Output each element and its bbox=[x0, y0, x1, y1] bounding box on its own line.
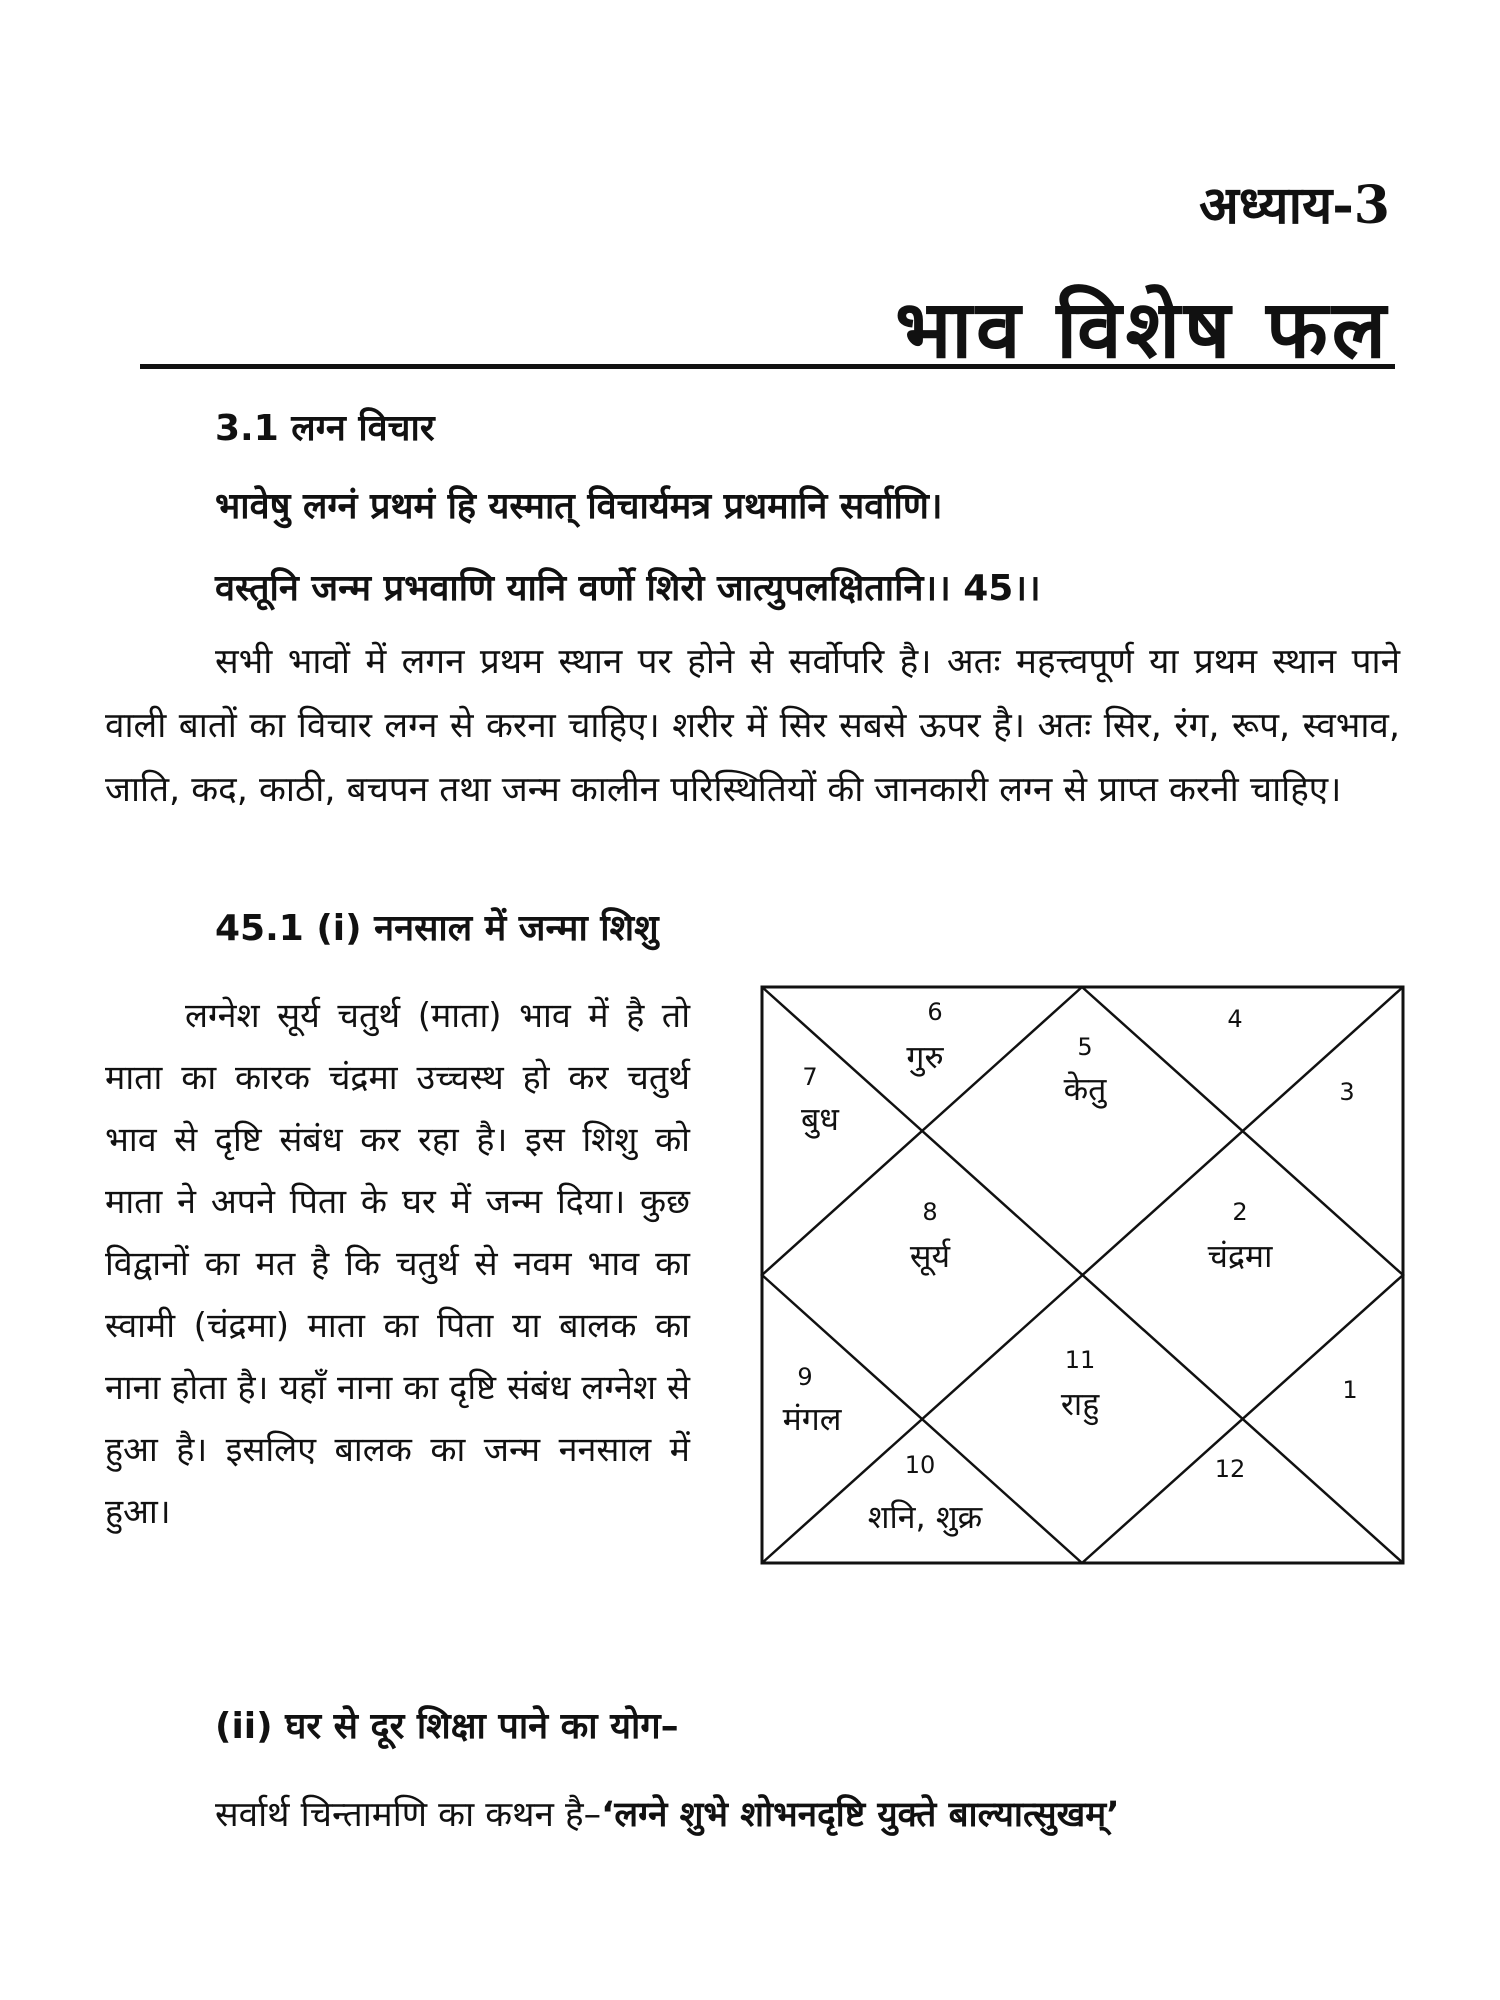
shloka-line-1: भावेषु लग्नं प्रथमं हि यस्मात् विचार्यमत्र प्रथमानि सर्वाणि। bbox=[215, 486, 943, 527]
house-planets: शनि, शुक्र bbox=[867, 1498, 983, 1536]
house-number: 5 bbox=[1077, 1033, 1093, 1061]
house-number: 2 bbox=[1232, 1198, 1248, 1226]
house-planets: बुध bbox=[801, 1100, 839, 1138]
house-number: 1 bbox=[1342, 1376, 1358, 1404]
section-heading-lagna-vichar: 3.1 लग्न विचार bbox=[215, 408, 435, 449]
house-number: 7 bbox=[802, 1063, 818, 1091]
horoscope-chart-svg bbox=[760, 985, 1405, 1565]
nansal-paragraph: लग्नेश सूर्य चतुर्थ (माता) भाव में है तो माता का कारक चंद्रमा उच्चस्थ हो कर चतुर्थ भाव से दृष्टि संबंध कर रहा है। इस शिशु को माता ने अपने पिता के घर में जन्म दिया। कुछ विद्वानों का मत है कि चतुर्थ से नवम भाव का स्वामी (चंद्रमा) माता का पिता या बालक का नाना होता है। यहाँ नाना का दृष्टि संबंध लग्नेश से हुआ है। इसलिए बालक का जन्म ननसाल में हुआ। bbox=[105, 996, 690, 1532]
house-number: 8 bbox=[922, 1198, 938, 1226]
chapter-number: अध्याय-3 bbox=[1199, 175, 1390, 236]
house-planets: केतु bbox=[1063, 1070, 1107, 1108]
house-number: 10 bbox=[904, 1451, 936, 1479]
house-number: 9 bbox=[797, 1363, 813, 1391]
house-planets: गुरु bbox=[906, 1038, 944, 1076]
horoscope-chart bbox=[760, 985, 1405, 1569]
house-number: 12 bbox=[1214, 1455, 1246, 1483]
title-divider bbox=[140, 364, 1395, 369]
house-number: 4 bbox=[1227, 1005, 1243, 1033]
house-number: 6 bbox=[927, 998, 943, 1026]
sanskrit-quote: ‘लग्ने शुभे शोभनदृष्टि युक्ते बाल्यात्सुखम्’ bbox=[601, 1795, 1120, 1835]
house-planets: चंद्रमा bbox=[1207, 1237, 1273, 1275]
house-planets: राहु bbox=[1060, 1385, 1100, 1423]
house-planets: सूर्य bbox=[909, 1237, 951, 1275]
house-planets: मंगल bbox=[782, 1400, 842, 1438]
intro-paragraph: सभी भावों में लगन प्रथम स्थान पर होने से सर्वोपरि है। अतः महत्त्वपूर्ण या प्रथम स्थान पाने वाली बातों का विचार लग्न से करना चाहिए। शरीर में सिर सबसे ऊपर है। अतः सिर, रंग, रूप, स्वभाव, जाति, कद, काठी, बचपन तथा जन्म कालीन परिस्थितियों की जानकारी लग्न से प्राप्त करनी चाहिए। bbox=[105, 642, 1400, 810]
paragraph-lead: सर्वार्थ चिन्तामणि का कथन है– bbox=[215, 1795, 602, 1835]
shloka-line-2: वस्तूनि जन्म प्रभवाणि यानि वर्णो शिरो जात्युपलक्षितानि।। 45।। bbox=[215, 568, 1041, 609]
house-number: 3 bbox=[1339, 1078, 1355, 1106]
section-heading-education-away: (ii) घर से दूर शिक्षा पाने का योग– bbox=[215, 1706, 679, 1747]
house-number: 11 bbox=[1064, 1346, 1096, 1374]
section-heading-nansal: 45.1 (i) ननसाल में जन्मा शिशु bbox=[215, 908, 659, 949]
chapter-title: भाव विशेष फल bbox=[895, 283, 1390, 376]
sarvarth-chintamani-paragraph bbox=[215, 1790, 1120, 1837]
